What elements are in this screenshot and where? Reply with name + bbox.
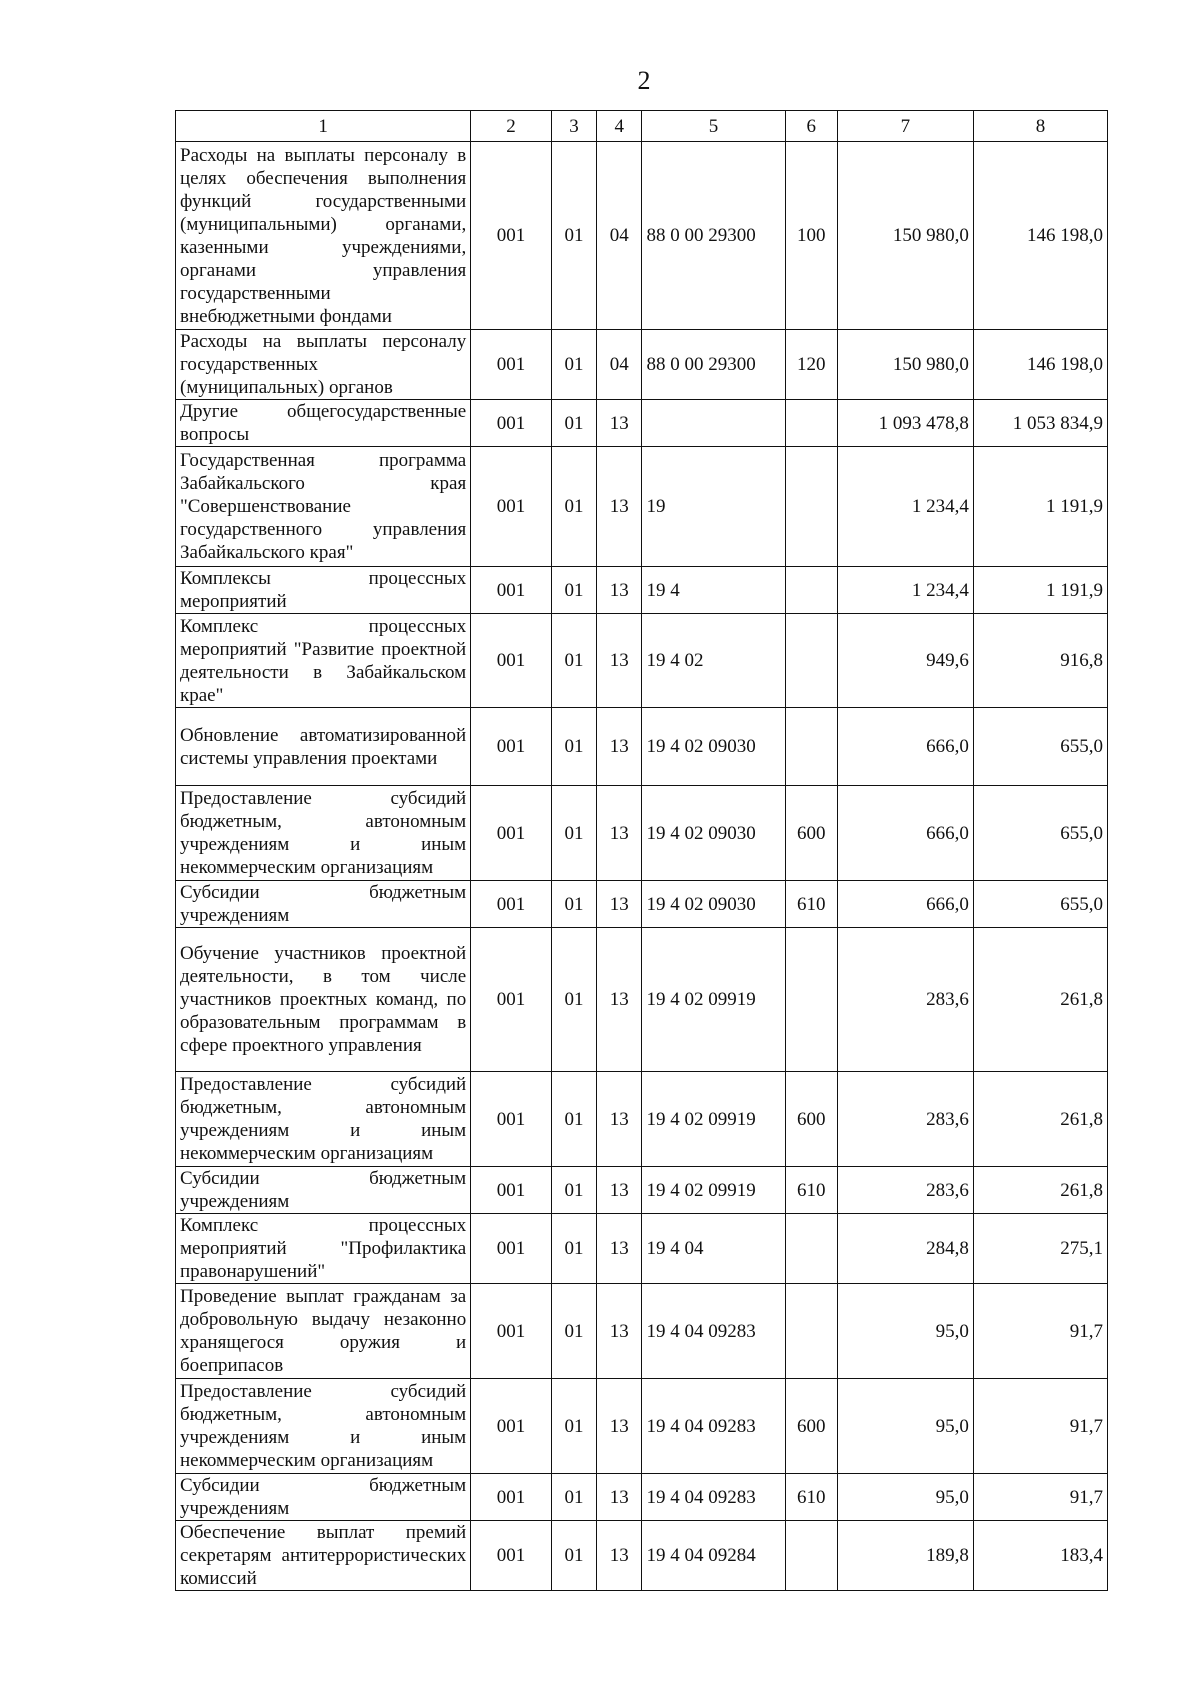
subsection-cell: 13 <box>597 1167 642 1214</box>
table-row <box>176 1379 1108 1474</box>
subsection-cell: 04 <box>597 142 642 330</box>
amount-2-cell: 146 198,0 <box>973 330 1107 400</box>
target-article-cell: 19 4 02 09919 <box>642 928 785 1072</box>
grbs-cell: 001 <box>471 1167 552 1214</box>
subsection-cell: 13 <box>597 1072 642 1167</box>
table-row <box>176 928 1108 1072</box>
amount-1-cell: 1 093 478,8 <box>837 400 973 447</box>
name-cell: Комплексы процессных мероприятий <box>176 567 471 614</box>
grbs-cell: 001 <box>471 567 552 614</box>
amount-2-cell: 916,8 <box>973 614 1107 708</box>
amount-2-cell: 261,8 <box>973 928 1107 1072</box>
expense-type-cell <box>785 400 837 447</box>
grbs-cell: 001 <box>471 928 552 1072</box>
target-article-cell: 19 4 <box>642 567 785 614</box>
header-cell-7: 7 <box>837 111 973 142</box>
section-cell: 01 <box>551 330 596 400</box>
target-article-cell: 19 4 02 09919 <box>642 1072 785 1167</box>
amount-2-cell: 261,8 <box>973 1167 1107 1214</box>
budget-table <box>175 110 1108 1591</box>
expense-type-cell <box>785 567 837 614</box>
section-cell: 01 <box>551 786 596 881</box>
subsection-cell: 13 <box>597 928 642 1072</box>
name-cell: Предоставление субсидий бюджетным, автономным учреждениям и иным некоммерческим организациям <box>176 1379 471 1474</box>
name-cell: Комплекс процессных мероприятий "Развитие проектной деятельности в Забайкальском крае" <box>176 614 471 708</box>
expense-type-cell: 610 <box>785 881 837 928</box>
amount-2-cell: 91,7 <box>973 1474 1107 1521</box>
subsection-cell: 04 <box>597 330 642 400</box>
section-cell: 01 <box>551 400 596 447</box>
name-cell: Обеспечение выплат премий секретарям антитеррористических комиссий <box>176 1521 471 1591</box>
table-row <box>176 1214 1108 1284</box>
table-row <box>176 142 1108 330</box>
amount-1-cell: 95,0 <box>837 1379 973 1474</box>
expense-type-cell: 610 <box>785 1167 837 1214</box>
target-article-cell: 19 4 04 <box>642 1214 785 1284</box>
name-cell: Другие общегосударственные вопросы <box>176 400 471 447</box>
section-cell: 01 <box>551 1474 596 1521</box>
amount-1-cell: 283,6 <box>837 1072 973 1167</box>
amount-1-cell: 1 234,4 <box>837 447 973 567</box>
table-row <box>176 1521 1108 1591</box>
table-row <box>176 330 1108 400</box>
section-cell: 01 <box>551 1521 596 1591</box>
name-cell: Комплекс процессных мероприятий "Профилактика правонарушений" <box>176 1214 471 1284</box>
name-cell: Расходы на выплаты персоналу государственных (муниципальных) органов <box>176 330 471 400</box>
target-article-cell: 19 4 02 09030 <box>642 708 785 786</box>
header-cell-2: 2 <box>471 111 552 142</box>
name-cell: Предоставление субсидий бюджетным, автономным учреждениям и иным некоммерческим организациям <box>176 1072 471 1167</box>
name-cell: Предоставление субсидий бюджетным, автономным учреждениям и иным некоммерческим организациям <box>176 786 471 881</box>
target-article-cell: 19 4 04 09283 <box>642 1284 785 1379</box>
expense-type-cell: 600 <box>785 1379 837 1474</box>
subsection-cell: 13 <box>597 614 642 708</box>
amount-1-cell: 283,6 <box>837 1167 973 1214</box>
amount-2-cell: 655,0 <box>973 881 1107 928</box>
subsection-cell: 13 <box>597 881 642 928</box>
table-row <box>176 614 1108 708</box>
amount-2-cell: 261,8 <box>973 1072 1107 1167</box>
header-cell-3: 3 <box>551 111 596 142</box>
target-article-cell <box>642 400 785 447</box>
header-cell-5: 5 <box>642 111 785 142</box>
amount-1-cell: 95,0 <box>837 1474 973 1521</box>
section-cell: 01 <box>551 1167 596 1214</box>
grbs-cell: 001 <box>471 1284 552 1379</box>
grbs-cell: 001 <box>471 614 552 708</box>
amount-2-cell: 1 053 834,9 <box>973 400 1107 447</box>
amount-1-cell: 284,8 <box>837 1214 973 1284</box>
name-cell: Государственная программа Забайкальского края "Совершенствование государственного управления Забайкальского края" <box>176 447 471 567</box>
section-cell: 01 <box>551 708 596 786</box>
target-article-cell: 19 4 04 09283 <box>642 1379 785 1474</box>
subsection-cell: 13 <box>597 786 642 881</box>
subsection-cell: 13 <box>597 447 642 567</box>
grbs-cell: 001 <box>471 447 552 567</box>
amount-2-cell: 91,7 <box>973 1379 1107 1474</box>
table-row <box>176 786 1108 881</box>
table-row <box>176 1474 1108 1521</box>
table-row <box>176 1167 1108 1214</box>
amount-1-cell: 283,6 <box>837 928 973 1072</box>
section-cell: 01 <box>551 1379 596 1474</box>
amount-2-cell: 146 198,0 <box>973 142 1107 330</box>
expense-type-cell <box>785 614 837 708</box>
section-cell: 01 <box>551 614 596 708</box>
header-cell-4: 4 <box>597 111 642 142</box>
amount-1-cell: 150 980,0 <box>837 142 973 330</box>
subsection-cell: 13 <box>597 1284 642 1379</box>
grbs-cell: 001 <box>471 786 552 881</box>
header-cell-6: 6 <box>785 111 837 142</box>
section-cell: 01 <box>551 447 596 567</box>
expense-type-cell <box>785 1214 837 1284</box>
target-article-cell: 19 4 02 09030 <box>642 881 785 928</box>
amount-1-cell: 949,6 <box>837 614 973 708</box>
amount-1-cell: 666,0 <box>837 881 973 928</box>
grbs-cell: 001 <box>471 1072 552 1167</box>
expense-type-cell: 120 <box>785 330 837 400</box>
name-cell: Обучение участников проектной деятельности, в том числе участников проектных команд, по образовательным программам в сфере проектного управления <box>176 928 471 1072</box>
expense-type-cell <box>785 447 837 567</box>
section-cell: 01 <box>551 928 596 1072</box>
amount-2-cell: 1 191,9 <box>973 567 1107 614</box>
target-article-cell: 19 4 02 09030 <box>642 786 785 881</box>
header-cell-1: 1 <box>176 111 471 142</box>
amount-2-cell: 91,7 <box>973 1284 1107 1379</box>
section-cell: 01 <box>551 1072 596 1167</box>
name-cell: Субсидии бюджетным учреждениям <box>176 1474 471 1521</box>
target-article-cell: 88 0 00 29300 <box>642 142 785 330</box>
table-row <box>176 1284 1108 1379</box>
table-row <box>176 1072 1108 1167</box>
subsection-cell: 13 <box>597 567 642 614</box>
target-article-cell: 19 <box>642 447 785 567</box>
grbs-cell: 001 <box>471 1474 552 1521</box>
name-cell: Расходы на выплаты персоналу в целях обеспечения выполнения функций государственными (муниципальными) органами, казенными учреждениями, органами управления государственными внебюджетными фондами <box>176 142 471 330</box>
target-article-cell: 19 4 04 09284 <box>642 1521 785 1591</box>
name-cell: Обновление автоматизированной системы управления проектами <box>176 708 471 786</box>
amount-1-cell: 666,0 <box>837 708 973 786</box>
grbs-cell: 001 <box>471 330 552 400</box>
grbs-cell: 001 <box>471 1379 552 1474</box>
table-body <box>176 142 1108 1591</box>
name-cell: Субсидии бюджетным учреждениям <box>176 1167 471 1214</box>
table-row <box>176 400 1108 447</box>
expense-type-cell: 600 <box>785 1072 837 1167</box>
expense-type-cell: 100 <box>785 142 837 330</box>
expense-type-cell <box>785 1521 837 1591</box>
name-cell: Проведение выплат гражданам за добровольную выдачу незаконно хранящегося оружия и боеприпасов <box>176 1284 471 1379</box>
section-cell: 01 <box>551 1284 596 1379</box>
amount-2-cell: 655,0 <box>973 708 1107 786</box>
expense-type-cell <box>785 928 837 1072</box>
page-number: 2 <box>637 66 651 95</box>
section-cell: 01 <box>551 881 596 928</box>
grbs-cell: 001 <box>471 1214 552 1284</box>
amount-1-cell: 150 980,0 <box>837 330 973 400</box>
grbs-cell: 001 <box>471 400 552 447</box>
name-cell: Субсидии бюджетным учреждениям <box>176 881 471 928</box>
amount-2-cell: 183,4 <box>973 1521 1107 1591</box>
target-article-cell: 19 4 04 09283 <box>642 1474 785 1521</box>
expense-type-cell <box>785 1284 837 1379</box>
amount-2-cell: 655,0 <box>973 786 1107 881</box>
table-row <box>176 567 1108 614</box>
header-cell-8: 8 <box>973 111 1107 142</box>
target-article-cell: 19 4 02 <box>642 614 785 708</box>
subsection-cell: 13 <box>597 708 642 786</box>
grbs-cell: 001 <box>471 708 552 786</box>
table-header-row <box>176 111 1108 142</box>
expense-type-cell <box>785 708 837 786</box>
section-cell: 01 <box>551 142 596 330</box>
expense-type-cell: 600 <box>785 786 837 881</box>
amount-1-cell: 95,0 <box>837 1284 973 1379</box>
grbs-cell: 001 <box>471 142 552 330</box>
subsection-cell: 13 <box>597 400 642 447</box>
section-cell: 01 <box>551 1214 596 1284</box>
amount-1-cell: 1 234,4 <box>837 567 973 614</box>
grbs-cell: 001 <box>471 1521 552 1591</box>
table-row <box>176 708 1108 786</box>
target-article-cell: 19 4 02 09919 <box>642 1167 785 1214</box>
section-cell: 01 <box>551 567 596 614</box>
expense-type-cell: 610 <box>785 1474 837 1521</box>
subsection-cell: 13 <box>597 1214 642 1284</box>
grbs-cell: 001 <box>471 881 552 928</box>
target-article-cell: 88 0 00 29300 <box>642 330 785 400</box>
subsection-cell: 13 <box>597 1474 642 1521</box>
table-row <box>176 881 1108 928</box>
table-row <box>176 447 1108 567</box>
amount-2-cell: 275,1 <box>973 1214 1107 1284</box>
amount-1-cell: 189,8 <box>837 1521 973 1591</box>
amount-1-cell: 666,0 <box>837 786 973 881</box>
subsection-cell: 13 <box>597 1379 642 1474</box>
amount-2-cell: 1 191,9 <box>973 447 1107 567</box>
subsection-cell: 13 <box>597 1521 642 1591</box>
